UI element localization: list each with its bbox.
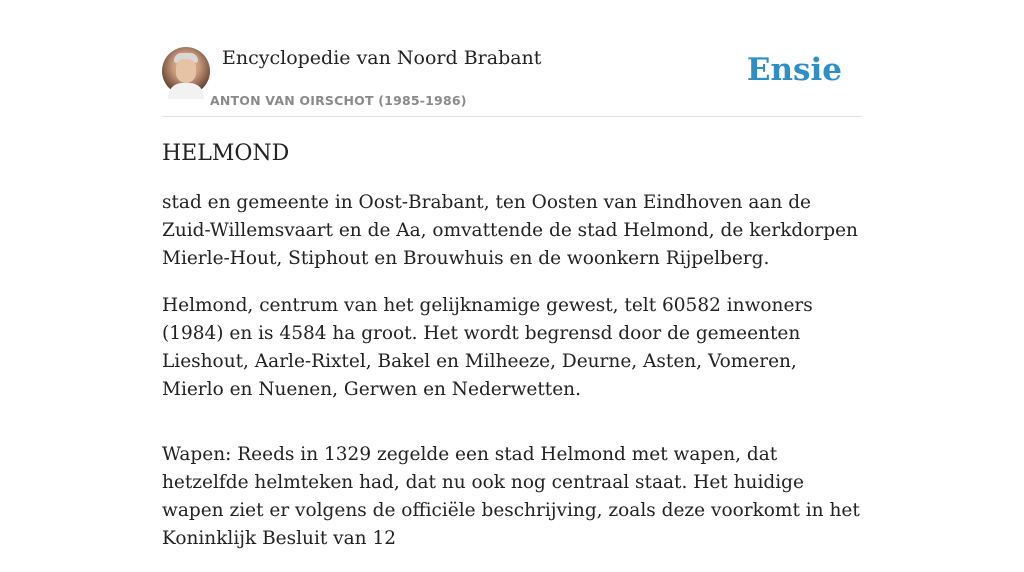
site-title[interactable]: Encyclopedie van Noord Brabant bbox=[222, 47, 542, 69]
article-headword: HELMOND bbox=[162, 141, 290, 166]
avatar-shirt bbox=[168, 83, 204, 99]
avatar-face bbox=[176, 59, 196, 83]
author-name[interactable]: ANTON VAN OIRSCHOT (1985-1986) bbox=[210, 93, 467, 108]
author-avatar[interactable] bbox=[162, 47, 210, 95]
brand-logo[interactable]: Ensie bbox=[746, 52, 842, 88]
article-content bbox=[162, 139, 862, 572]
article-paragraph: Wapen: Reeds in 1329 zegelde een stad Helmond met wapen, dat hetzelfde helmteken had, dat nu ook nog centraal staat. Het huidige wapen ziet er volgens de officiële beschrijving, zoals deze voorkomt in het Koninklijk Besluit van 12 bbox=[162, 444, 860, 549]
article-paragraph: stad en gemeente in Oost-Brabant, ten Oosten van Eindhoven aan de Zuid-Willemsvaart en de Aa, omvattende de stad Helmond, de kerkdorpen Mierle-Hout, Stiphout en Brouwhuis en de woonkern Rijpelberg. bbox=[162, 192, 858, 269]
article-paragraph: Helmond, centrum van het gelijknamige gewest, telt 60582 inwoners (1984) en is 4584 ha groot. Het wordt begrensd door de gemeenten Lieshout, Aarle-Rixtel, Bakel en Milheeze, Deurne, Asten, Vomeren, Mierlo en Nuenen, Gerwen en Nederwetten. bbox=[162, 295, 813, 400]
header bbox=[162, 46, 862, 117]
